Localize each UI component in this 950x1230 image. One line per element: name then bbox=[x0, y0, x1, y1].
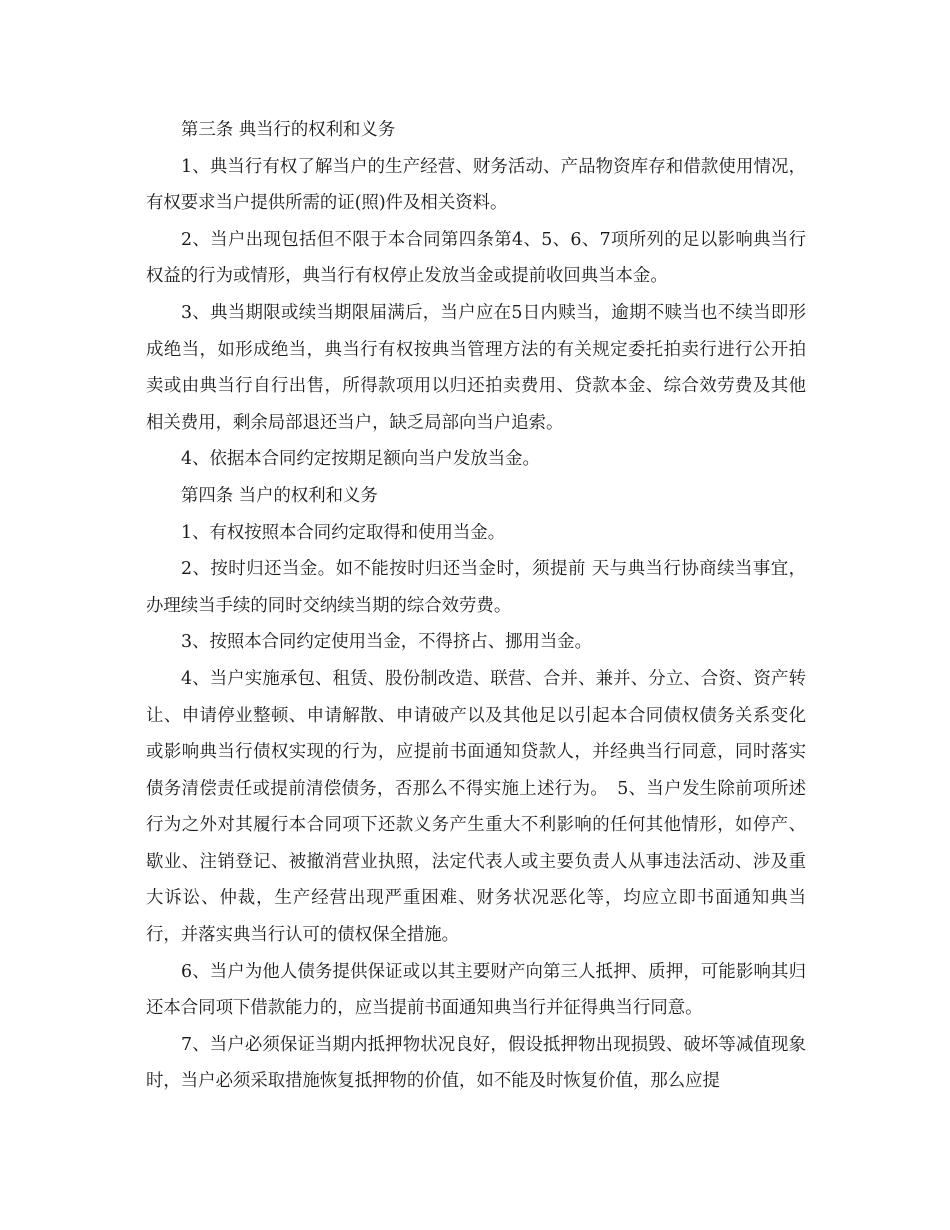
paragraph-article-4-item-2: 2、按时归还当金。如不能按时归还当金时，须提前 天与典当行协商续当事宜，办理续当手续的同时交纳续当期的综合效劳费。 bbox=[146, 559, 806, 616]
paragraph-article-3-item-2: 2、当户出现包括但不限于本合同第四条第4、5、6、7项所列的足以影响典当行权益的行为或情形，典当行有权停止发放当金或提前收回典当本金。 bbox=[146, 229, 806, 287]
paragraph-article-3-item-3: 3、典当期限或续当期限届满后，当户应在5日内赎当，逾期不赎当也不续当即形成绝当，如形成绝当，典当行有权按典当管理方法的有关规定委托拍卖行进行公开拍卖或由典当行自行出售，所得款项用以归还拍卖费用、贷款本金、综合效劳费及其他相关费用，剩余局部退还当户，缺乏局部向当户追索。 bbox=[146, 302, 806, 433]
paragraph-article-4-item-4-5: 4、当户实施承包、租赁、股份制改造、联营、合并、兼并、分立、合资、资产转让、申请停业整顿、申请解散、申请破产以及其他足以引起本合同债权债务关系变化或影响典当行债权实现的行为，应提前书面通知贷款人，并经典当行同意，同时落实债务清偿责任或提前清偿债务，否那么不得实施上述行为。 5、当户发生除前项所述行为之外对其履行本合同项下还款义务产生重大不利影响的任何其他情形，如停产、歇业、注销登记、被撤消营业执照，法定代表人或主要负责人从事违法活动、涉及重大诉讼、仲裁，生产经营出现严重困难、财务状况恶化等，均应立即书面通知典当行，并落实典当行认可的债权保全措施。 bbox=[146, 668, 806, 946]
document-body bbox=[146, 112, 806, 1100]
section-heading-article-3: 第三条 典当行的权利和义务 bbox=[181, 120, 396, 140]
paragraph-article-4-item-3: 3、按照本合同约定使用当金，不得挤占、挪用当金。 bbox=[181, 632, 593, 653]
paragraph-article-4-item-6: 6、当户为他人债务提供保证或以其主要财产向第三人抵押、质押，可能影响其归还本合同项下借款能力的，应当提前书面通知典当行并征得典当行同意。 bbox=[146, 961, 806, 1019]
paragraph-article-4-item-1: 1、有权按照本合同约定取得和使用当金。 bbox=[181, 522, 506, 543]
section-heading-article-4: 第四条 当户的权利和义务 bbox=[181, 485, 378, 506]
paragraph-article-3-item-4: 4、依据本合同约定按期足额向当户发放当金。 bbox=[181, 449, 540, 470]
paragraph-article-4-item-7: 7、当户必须保证当期内抵押物状况良好，假设抵押物出现损毁、破坏等减值现象时，当户必须采取措施恢复抵押物的价值，如不能及时恢复价值，那么应提 bbox=[146, 1034, 806, 1092]
paragraph-article-3-item-1: 1、典当行有权了解当户的生产经营、财务活动、产品物资库存和借款使用情况，有权要求当户提供所需的证(照)件及相关资料。 bbox=[146, 156, 806, 214]
